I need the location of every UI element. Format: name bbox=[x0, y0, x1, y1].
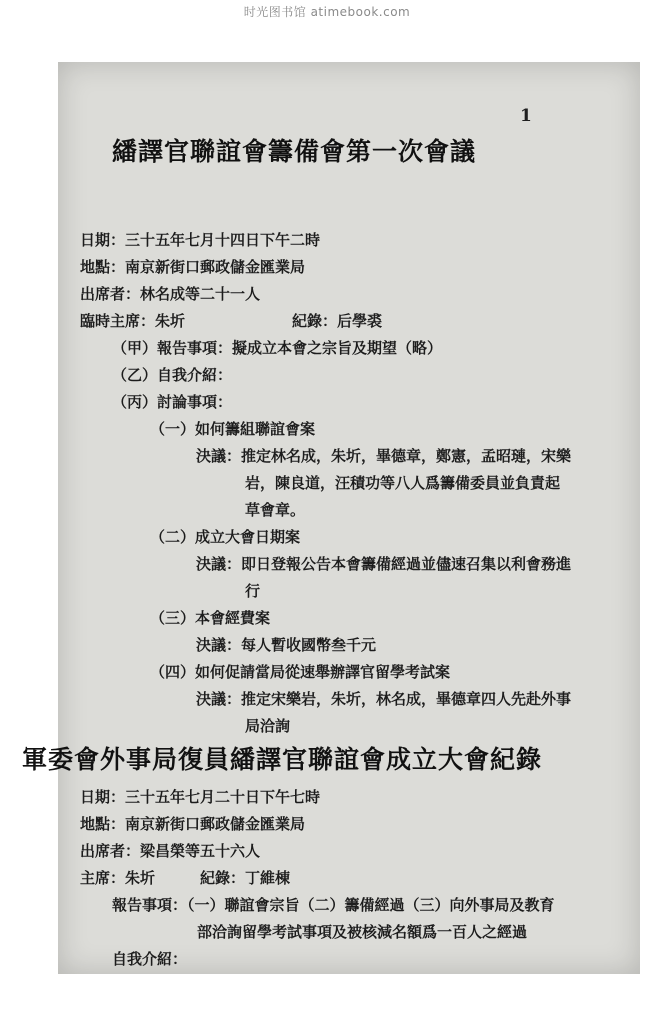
page-number: 1 bbox=[520, 106, 532, 126]
meeting1-item1-title: （一）如何籌組聯誼會案 bbox=[150, 420, 316, 438]
meeting1-item4-resolution-line1: 決議：推定宋樂岩，朱圻，林名成，畢德章四人先赴外事 bbox=[196, 690, 572, 708]
meeting1-item4-resolution-line2: 局洽詢 bbox=[245, 717, 291, 735]
meeting1-item3-title: （三）本會經費案 bbox=[150, 609, 271, 627]
meeting1-location: 地點：南京新街口郵政儲金匯業局 bbox=[80, 258, 306, 276]
meeting1-attendees: 出席者：林名成等二十一人 bbox=[80, 285, 261, 303]
site-watermark: 时光图书馆 atimebook.com bbox=[243, 5, 411, 19]
meeting2-self-intro: 自我介紹： bbox=[112, 950, 188, 968]
meeting1-item2-title: （二）成立大會日期案 bbox=[150, 528, 301, 546]
meeting1-item4-title: （四）如何促請當局從速舉辦譯官留學考試案 bbox=[150, 663, 451, 681]
meeting1-item2-resolution-line1: 決議：即日登報公告本會籌備經過並儘速召集以利會務進 bbox=[196, 555, 572, 573]
meeting1-recorder: 紀錄：后學裘 bbox=[292, 312, 383, 330]
meeting1-chair: 臨時主席：朱圻 bbox=[80, 312, 186, 330]
meeting1-item3-resolution-line1: 決議：每人暫收國幣叁千元 bbox=[196, 636, 377, 654]
meeting1-section-a: （甲）報告事項：擬成立本會之宗旨及期望（略） bbox=[112, 339, 443, 357]
meeting1-date: 日期：三十五年七月十四日下午二時 bbox=[80, 231, 321, 249]
meeting1-section-b: （乙）自我介紹： bbox=[112, 366, 233, 384]
meeting1-item1-resolution-line1: 決議：推定林名成，朱圻，畢德章，鄭憲，孟昭璉，宋樂 bbox=[196, 447, 572, 465]
meeting2-report-line1: 報告事項：（一）聯誼會宗旨（二）籌備經過（三）向外事局及教育 bbox=[112, 896, 555, 914]
meeting2-recorder: 紀錄：丁維棟 bbox=[200, 869, 291, 887]
meeting1-title: 繙譯官聯誼會籌備會第一次會議 bbox=[112, 137, 477, 166]
meeting2-report-line2: 部洽詢留學考試事項及被核減名額爲一百人之經過 bbox=[197, 923, 528, 941]
meeting2-attendees: 出席者：梁昌榮等五十六人 bbox=[80, 842, 261, 860]
meeting1-section-c: （丙）討論事項： bbox=[112, 393, 233, 411]
meeting2-date: 日期：三十五年七月二十日下午七時 bbox=[80, 788, 321, 806]
meeting1-item1-resolution-line2: 岩，陳良道，汪積功等八人爲籌備委員並負責起 bbox=[245, 474, 561, 492]
meeting2-chair: 主席：朱圻 bbox=[80, 869, 156, 887]
meeting1-item2-resolution-line2: 行 bbox=[245, 582, 261, 600]
meeting1-item1-resolution-line3: 草會章。 bbox=[245, 501, 306, 519]
meeting2-title: 軍委會外事局復員繙譯官聯誼會成立大會紀錄 bbox=[22, 745, 543, 774]
document-page bbox=[58, 62, 640, 974]
meeting2-location: 地點：南京新街口郵政儲金匯業局 bbox=[80, 815, 306, 833]
